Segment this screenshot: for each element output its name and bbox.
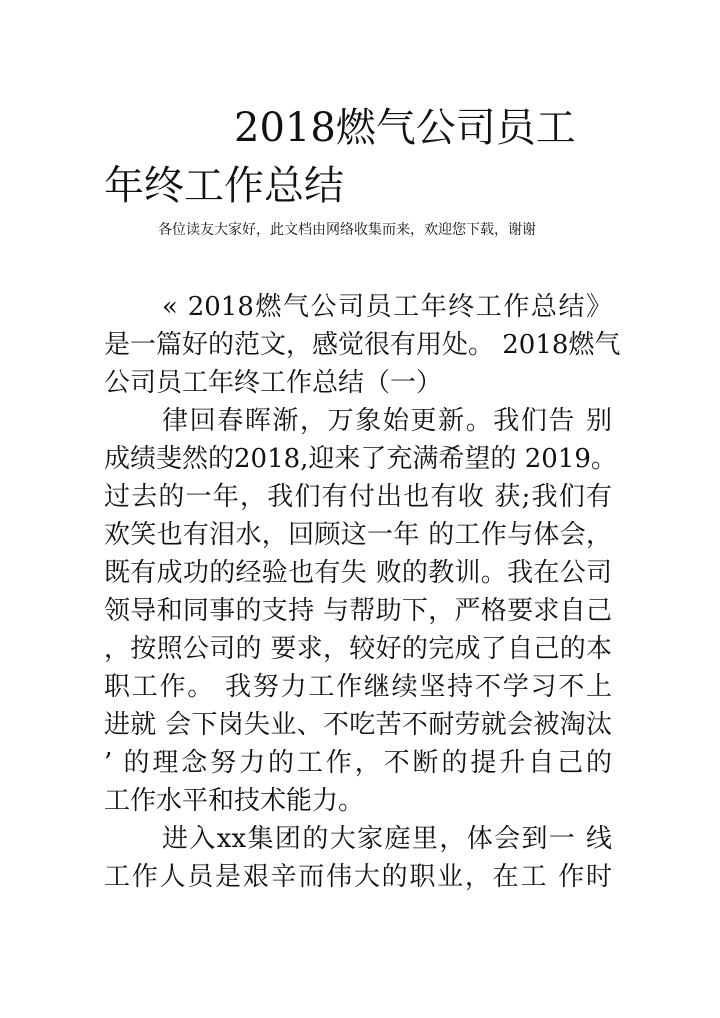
body-line: 进就 会下岗失业、不吃苦不耐劳就会被淘汰 [104, 710, 612, 740]
body-line: 公司员工年终工作总结（一） [104, 368, 443, 398]
body-line: 既有成功的经验也有失 败的教训。我在公司 [104, 558, 612, 588]
body-line: 工作水平和技术能力。 [104, 786, 365, 816]
document-title-line-2: 年终工作总结 [104, 163, 344, 209]
body-line: 工作人员是艰辛而伟大的职业，在工 作时 [104, 862, 612, 892]
body-line: 欢笑也有泪水，回顾这一年 的工作与体会， [104, 520, 612, 550]
body-line: « 2018燃气公司员工年终工作总结》 [162, 292, 612, 322]
body-line: 是一篇好的范文，感觉很有用处。 2018燃气 [104, 330, 621, 360]
body-line: 律回春晖渐，万象始更新。我们告 别 [162, 406, 612, 436]
body-line: 职工作。 我努力工作继续坚持不学习不上 [104, 672, 612, 702]
document-body [104, 288, 621, 896]
document-title-line-1: 2018燃气公司员工 [234, 105, 576, 151]
body-line: 进入xx集团的大家庭里，体会到一 线 [162, 824, 612, 854]
body-line: ，按照公司的 要求，较好的完成了自己的本 [104, 634, 612, 664]
body-line: ’ 的理念努力的工作，不断的提升自己的 [104, 748, 612, 778]
body-line: 领导和同事的支持 与帮助下，严格要求自己 [104, 596, 612, 626]
body-line: 成绩斐然的2018,迎来了充满希望的 2019。 [104, 444, 617, 474]
body-line: 过去的一年，我们有付出也有收 获;我们有 [104, 482, 612, 512]
download-notice: 各位读友大家好，此文档由网络收集而来，欢迎您下载，谢谢 [158, 222, 536, 238]
